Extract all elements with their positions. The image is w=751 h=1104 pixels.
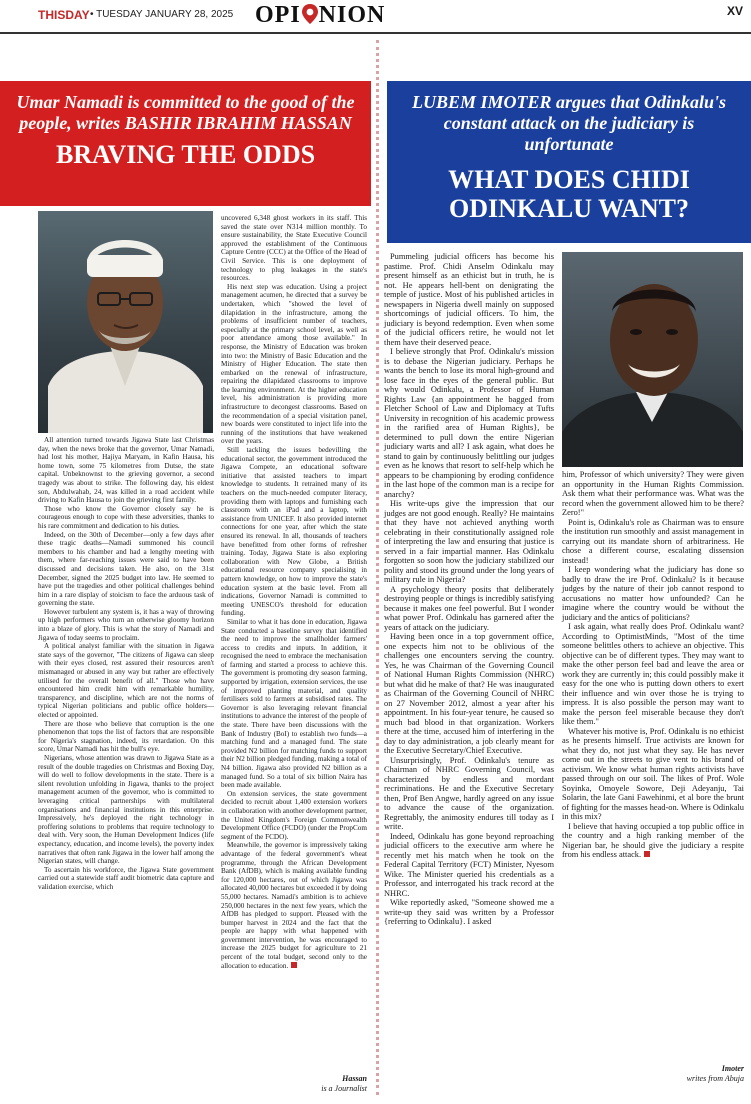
- right-author-name: Imoter: [721, 1064, 744, 1073]
- paragraph: Similar to what it has done in education, Jigawa State conducted a baseline survey that identified the need to improve the smallholder farmers' access to credits and inputs. In addition, it recognised the need to embrace the mechanisation of farming and started a process to achieve this. The government is promoting dry season farming, supported by irrigation, extension services, the use of improved planting material, and quality fertilisers sold to farmers at subsidised rates. The Governor is also leveraging relevant financial institutions to advance the interest of the people of the state. There have been discussions with the Bank of Industry (BoI) to establish two funds—a matching fund and a managed fund. The state provided N2 billion for matching funds to support their N2 billion pledged funding, making a total of N4 billion. Jigawa also provided N2 billion as a managed fund. So a total of six billion Naira has been made available.: [221, 617, 367, 790]
- paragraph: His write-ups give the impression that our judges are not good enough. Really? He maintains that they have not achieved anything worth celebrating in their constitutionally assigned role of interpreting the law and ensuring that justice is served in a fair impartial manner. Has Odinkalu forgotten so soon how the judiciary stabilized our polity and stood its ground under the long years of military rule in Nigeria?: [384, 499, 554, 584]
- paragraph: Having been once in a top government office, one expects him not to be oblivious of the challenges one encounters serving the country. Yes, he was Chairman of the Governing Council of National Human Rights Commission (NHRC) but what did he make of that? He was inaugurated as Chairman of the Governing Council of NHRC on 27 November 2012, almost a year after his appointment. In his four-year tenure, he caused so much bad blood in that organization. Workers there at the time, accused him of interfering in the day to day administration, a job clearly meant for the Executive Secretary/Chief Executive.: [384, 632, 554, 755]
- paragraph: I believe strongly that Prof. Odinkalu's mission is to debase the Nigerian judiciary. Perhaps he wants the bench to lose its moral high-ground and lose face in the eyes of the general public. But why would Odinkalu, a Professor of Human Rights Law {an appointment he bagged from Fletcher School of Law and Diplomacy at Tufts University in recognition of his academic prowess in the rarified area of Human Rights}, be determined to pull down the entire Nigerian judiciary warts and all? I ask again, what does he stand to gain by continuously belittling our judges even as he knows that resort to self-help which he appears to be championing by eroding confidence in the last hope of the common man is a recipe for anarchy?: [384, 347, 554, 499]
- right-article-banner: [387, 81, 751, 243]
- paragraph: There are those who believe that corruption is the one phenomenon that tops the list of factors that are responsible for Nigeria's stagnation, indeed, its retardation. On this score, Umar Namadi has hit the bull's eye.: [38, 719, 214, 754]
- issue-date: • TUESDAY JANUARY 28, 2025: [90, 9, 234, 20]
- paragraph: [221, 841, 367, 970]
- paragraph: Unsurprisingly, Prof. Odinkalu's tenure as Chairman of NHRC Governing Council, was characterized by endless and mordant recriminations. He and the Executive Secretary then, Prof Ben Angwe, hardly agreed on any issue to advance the cause of the organization. Regrettably, the animosity endures till today as I write.: [384, 755, 554, 831]
- odinkalu-portrait-illustration: [562, 252, 743, 467]
- paragraph: Those who know the Governor closely say he is courageous enough to cope with these adversities, thanks to his rare commitment and dedication to his duties.: [38, 504, 214, 530]
- paragraph: His next step was education. Using a project management acumen, he directed that a survey be undertaken, which "showed the level of dilapidation in the infrastructure, among the problems of insufficient number of teachers, especially at the primary school level, as well as poor attendance among those available." In response, the Ministry of Education was broken into two: the Ministry of Basic Education and the Ministry of Higher Education. The state then embarked on the renewal of infrastructure, repairing the dilapidated classrooms to improve the learning environment. At the higher education level, his administration is providing more infrastructure to decongest classrooms. Based on the recommendation of a special visitation panel, new boards were constituted to inject life into the running of the institutions that have weakened over the years.: [221, 282, 367, 446]
- right-article-column-1: [384, 252, 554, 927]
- left-author-note: is a Journalist: [321, 1084, 367, 1093]
- paragraph: Nigerians, whose attention was drawn to Jigawa State as a result of the double tragedies on Christmas and Boxing Day, will do well to follow developments in the state. There is a silent revolution unfolding in Jigawa, thanks to the project management acumen of the governor, who is committed to leveraging critical partnerships with multilateral organisations and financial institutions in this enterprise. Impressively, he's deployed the right technology in proffering solutions to problems that require technology to deal with. Very soon, the Human Development Indices (life expectancy, education, and income levels), the poverty index narratives that often rank Jigawa in the lower half among the Nigerian states, will change.: [38, 753, 214, 866]
- paragraph-text: I believe that having occupied a top public office in the country and a high ranking member of the Nigerian bar, he should give the judiciary a respite from his endless attack.: [562, 821, 744, 859]
- paragraph-text: Meanwhile, the governor is impressively taking advantage of the federal government's wheat programme, through the African Development Bank (AfDB), which is making available funding for 120,000 hectares, out of which Jigawa was allocated 40,000 hectares but exceeded it by doing 55,000 hectares. Namadi's ambition is to achieve 250,000 hectares in the next few years, which the AfDB has pledged to support. Pleased with the bumper harvest in 2024 and the fact that the people are happy with what happened with government intervention, he was encouraged to increase the 2025 budget for agriculture to 21 percent of the total budget, second only to the allocation to education.: [221, 841, 367, 970]
- paragraph: I ask again, what really does Prof. Odinkalu want? According to OptimistMinds, "Most of the time someone belittles others to achieve an objective. This objective can be of different types. They may want to make the other person feel bad and leave the area or work they are currently in; this could possibly make it easy for the one who is putting down others to exert their influence and win over those he is trying to impress. It is also possible the person may want to make the person feel miserable because they don't like them.": [562, 622, 744, 726]
- right-author-note: writes from Abuja: [686, 1074, 744, 1083]
- right-article-column-2: [562, 470, 744, 860]
- left-author-name: Hassan: [342, 1074, 367, 1083]
- paragraph: Indeed, on the 30th of December—only a few days after these tragic deaths—Namadi summoned his council members to his chamber and had a lengthy meeting with them, where far-reaching issues were said to have been discussed and decisions taken. He also, on the 31st December, signed the 2025 budget into law. He seemed to have put the tragedies and other political challenges behind him in a rare display of stoicism to face the arduous task of governing the state.: [38, 530, 214, 608]
- paragraph: Indeed, Odinkalu has gone beyond reproaching judicial officers to the executive arm where he recently met his match when he took on the Federal Capital Territory (FCT) Minister, Nyesom Wike. The Minister queried his credentials as a Professor, and interrogated his track record at the NHRC.: [384, 831, 554, 898]
- left-article-kicker: Umar Namadi is committed to the good of the people, writes BASHIR IBRAHIM HASSAN: [16, 92, 355, 133]
- map-pin-icon: [301, 3, 319, 25]
- right-article-headline: WHAT DOES CHIDI ODINKALU WANT?: [448, 165, 690, 223]
- end-of-article-icon: [644, 851, 650, 857]
- column-divider: [376, 40, 379, 1095]
- paragraph: uncovered 6,348 ghost workers in its staff. This saved the state over N314 million monthly. To ensure sustainability, the State Executive Council approved the establishment of the Continuous Capture Centre (CCC) at the Office of the Head of Civil Service. This is one deployment of technology to plug leakages in the state's resources.: [221, 214, 367, 283]
- section-title-part-1: OPI: [255, 2, 301, 28]
- section-title-part-2: NION: [318, 2, 386, 28]
- right-article-signature: [562, 1064, 744, 1084]
- left-article-banner: [0, 81, 371, 206]
- paragraph: Point is, Odinkalu's role as Chairman was to ensure the institution run smoothly and assist management in carrying out its mandate shorn of arbitrariness. He chose a different course, escalating dissension instead!: [562, 517, 744, 565]
- paragraph: All attention turned towards Jigawa State last Christmas day, when the news broke that the governor, Umar Namadi, had lost his mother, Hajiya Maryam, in Kafin Hausa, his home town, some 75 kilometres from Dutse, the state capital. Unbeknownst to the grieving governor, a second tragedy was about to strike. The following day, his eldest son, Abdulwahab, 24, was killed in a road accident while driving to Kafin Hausa to join the grieving first family.: [38, 436, 214, 505]
- paragraph: [562, 822, 744, 860]
- paragraph: To ascertain his workforce, the Jigawa State government carried out a statewide staff audit biometric data capture and validation exercise, which: [38, 865, 214, 891]
- paragraph: Wike reportedly asked, "Someone showed me a write-up they said was written by a Professor {referring to Odinkalu}. I asked: [384, 898, 554, 926]
- paragraph: A political analyst familiar with the situation in Jigawa state says of the governor, "The citizens of Jigawa can sleep with their eyes closed, rest assured their resources aren't mismanaged or abused in any way but rather are effectively utilised for the overall benefit of all." Those who have encountered him credit him with remarkable humility, transparency, and discipline, which are not the norms of typical Nigerian politicians and public office holders—elected or appointed.: [38, 642, 214, 719]
- namadi-portrait-illustration: [38, 211, 213, 433]
- paragraph: him, Professor of which university? They were given an opportunity in the Human Rights Commission. Ask them what their performance was. What was the record when the government allowed him to be there? Zero!": [562, 470, 744, 517]
- right-article-kicker: LUBEM IMOTER argues that Odinkalu's constant attack on the judiciary is unfortunate: [411, 92, 727, 154]
- page-number: XV: [726, 4, 743, 18]
- odinkalu-portrait: [562, 252, 743, 467]
- paragraph: I keep wondering what the judiciary has done so badly to draw the ire Prof. Odinkalu? Is it because judges by the nature of their job cannot respond to accusations no matter how unfounded? Can he imagine where the country would be without the judiciary and the antics of politicians?: [562, 565, 744, 622]
- masthead: [0, 0, 751, 34]
- paragraph: Whatever his motive is, Prof. Odinkalu is no ethicist as he presents himself. True activists are known for what they do, not just what they say. He has never come out in the streets to give vent to his brand of activism. We know what human rights activists have passed through on our soil. The likes of Prof. Wole Soyinka, Omoyele Sowore, Deji Adeyanju, Tai Solarin, the late Gani Fawehinmi, et al bore the brunt of fighting for the masses head-on. Where is Odinkalu in this mix?: [562, 726, 744, 821]
- paragraph: A psychology theory posits that deliberately destroying people or things is incredibly satisfying because it makes one feel powerful. But I wonder what power Prof. Odinkalu has garnered after the years of attack on the judiciary.: [384, 584, 554, 632]
- left-article-signature: [221, 1074, 367, 1094]
- left-article-column-1: [38, 436, 214, 891]
- section-title: [255, 2, 385, 29]
- paragraph: Still tackling the issues bedevilling the educational sector, the government introduced the Jigawa Compete, an educational software initiative that assisted teachers to impart knowledge to students. It retrained many of its teachers on the much-needed computer literacy, providing them with laptops and furnishing each classroom with an iPad and a laptop, with assistance from UNICEF. It also provided internet connections for one year, after which the state ensured its renewal. In all, thousands of teachers have benefitted from other forms of refresher training. Today, Jigawa State is also exploring collaboration with New Globe, a British educational resource company specialising in pattern knowledge, on how to improve the state's education system at the basic level. From all indications, Governor Namadi is committed to meeting UNESCO's threshold for education funding.: [221, 446, 367, 618]
- end-of-article-icon: [291, 962, 297, 968]
- left-article-headline: BRAVING THE ODDS: [55, 140, 316, 169]
- paragraph: However turbulent any system is, it has a way of throwing up high performers who turn an otherwise gloomy horizon into a blaze of glory. This is what the story of Namadi and Jigawa of today seems to proclaim.: [38, 607, 214, 642]
- paragraph: On extension services, the state government decided to recruit about 1,400 extension workers in collaboration with another development partner, the United Kingdom's Foreign Commonwealth Development Office (FCDO) (under the PropCom segment of the FCDO).: [221, 789, 367, 841]
- namadi-portrait: [38, 211, 213, 433]
- brand-name: THISDAY: [38, 8, 90, 22]
- left-article-column-2: [221, 214, 367, 970]
- paragraph: Pummeling judicial officers has become his pastime. Prof. Chidi Anselm Odinkalu may present himself as an ethicist but in truth, he is not. He appears hell-bent on denigrating the temple of justice. Most of his published articles in newspapers in Nigeria dwell mainly on supposed shortcomings of judicial officers. To him, the judiciary is beyond redemption. Even when some of the judicial officers retire, he would not let them have their deserved peace.: [384, 252, 554, 347]
